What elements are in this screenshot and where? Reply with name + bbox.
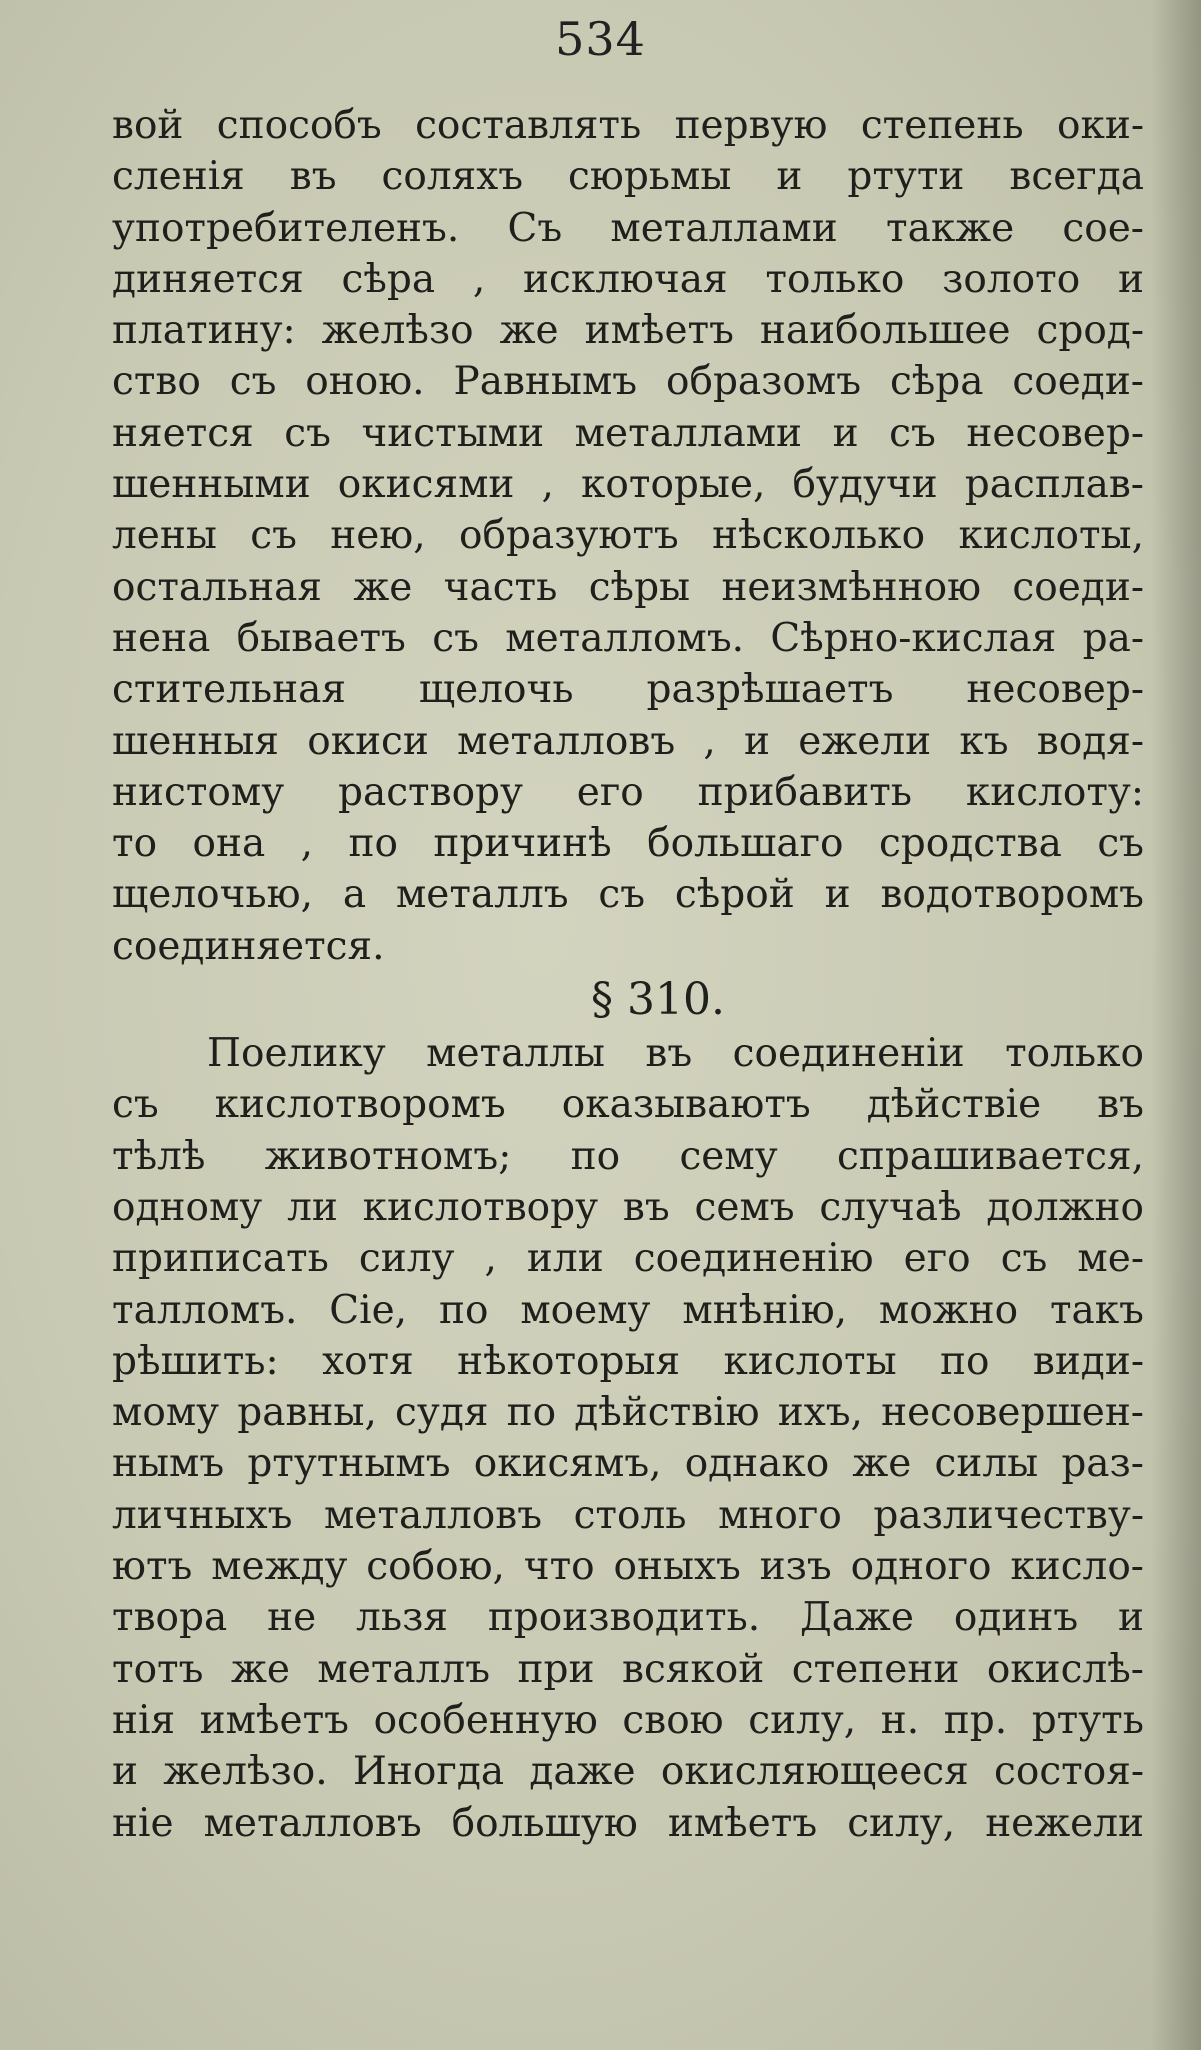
text-line: приписать силу , или соединенію его съ ме- — [112, 1236, 1144, 1282]
text-line: нена бываетъ съ металломъ. Сѣрно-кислая ра- — [112, 615, 1144, 661]
paragraph-2 — [112, 1028, 1144, 1849]
text-line: ство съ оною. Равнымъ образомъ сѣра соеди- — [112, 359, 1144, 405]
page-edge-shadow — [1151, 0, 1201, 2050]
text-line: мому равны, судя по дѣйствію ихъ, несовершен- — [112, 1390, 1144, 1436]
page-number: 534 — [555, 12, 646, 66]
text-line: талломъ. Сіе, по моему мнѣнію, можно такъ — [112, 1287, 1144, 1333]
text-line: платину: желѣзо же имѣетъ наибольшее срод- — [112, 308, 1144, 354]
text-line: Поелику металлы въ соединеніи только — [207, 1031, 1144, 1077]
text-line: то она , по причинѣ большаго сродства съ — [112, 821, 1144, 867]
text-line: рѣшить: хотя нѣкоторыя кислоты по види- — [112, 1338, 1144, 1384]
text-line: шенныя окиси металловъ , и ежели къ водя- — [112, 718, 1144, 764]
body-text — [112, 100, 1144, 1849]
text-line: тотъ же металлъ при всякой степени окислѣ- — [112, 1646, 1144, 1692]
text-line: сленія въ соляхъ сюрьмы и ртути всегда — [112, 154, 1144, 200]
text-line: нія имѣетъ особенную свою силу, н. пр. ртуть — [112, 1697, 1144, 1743]
text-line: соединяется. — [112, 923, 385, 969]
text-line: и желѣзо. Иногда даже окисляющееся состоя- — [112, 1749, 1144, 1795]
text-line: стительная щелочь разрѣшаетъ несовер- — [112, 667, 1144, 713]
text-line: нымъ ртутнымъ окисямъ, однако же силы раз- — [112, 1441, 1144, 1487]
text-line: тѣлѣ животномъ; по сему спрашивается, — [112, 1133, 1144, 1179]
text-line: личныхъ металловъ столь много различеству- — [112, 1492, 1144, 1538]
text-line: ніе металловъ большую имѣетъ силу, нежели — [112, 1800, 1144, 1846]
text-line: остальная же часть сѣры неизмѣнною соеди- — [112, 564, 1144, 610]
text-line: шенными окисями , которые, будучи расплав- — [112, 462, 1144, 508]
text-line: нистому раствору его прибавить кислоту: — [112, 769, 1144, 815]
text-line: твора не льзя производить. Даже одинъ и — [112, 1595, 1144, 1641]
text-line: одному ли кислотвору въ семъ случаѣ должно — [112, 1184, 1144, 1230]
text-line: употребителенъ. Съ металлами также сое- — [112, 205, 1144, 251]
text-line: диняется сѣра , исключая только золото и — [112, 256, 1144, 302]
text-line: съ кислотворомъ оказываютъ дѣйствіе въ — [112, 1082, 1144, 1128]
section-heading: § 310. — [591, 974, 725, 1026]
text-line: няется съ чистыми металлами и съ несовер- — [112, 410, 1144, 456]
text-line: лены съ нею, образуютъ нѣсколько кислоты, — [112, 513, 1144, 559]
paragraph-1 — [112, 100, 1144, 972]
text-line: ютъ между собою, что оныхъ изъ одного кисло- — [112, 1544, 1144, 1590]
text-line: вой способъ составлять первую степень оки- — [112, 103, 1144, 148]
text-line: щелочью, а металлъ съ сѣрой и водотворомъ — [112, 872, 1144, 918]
